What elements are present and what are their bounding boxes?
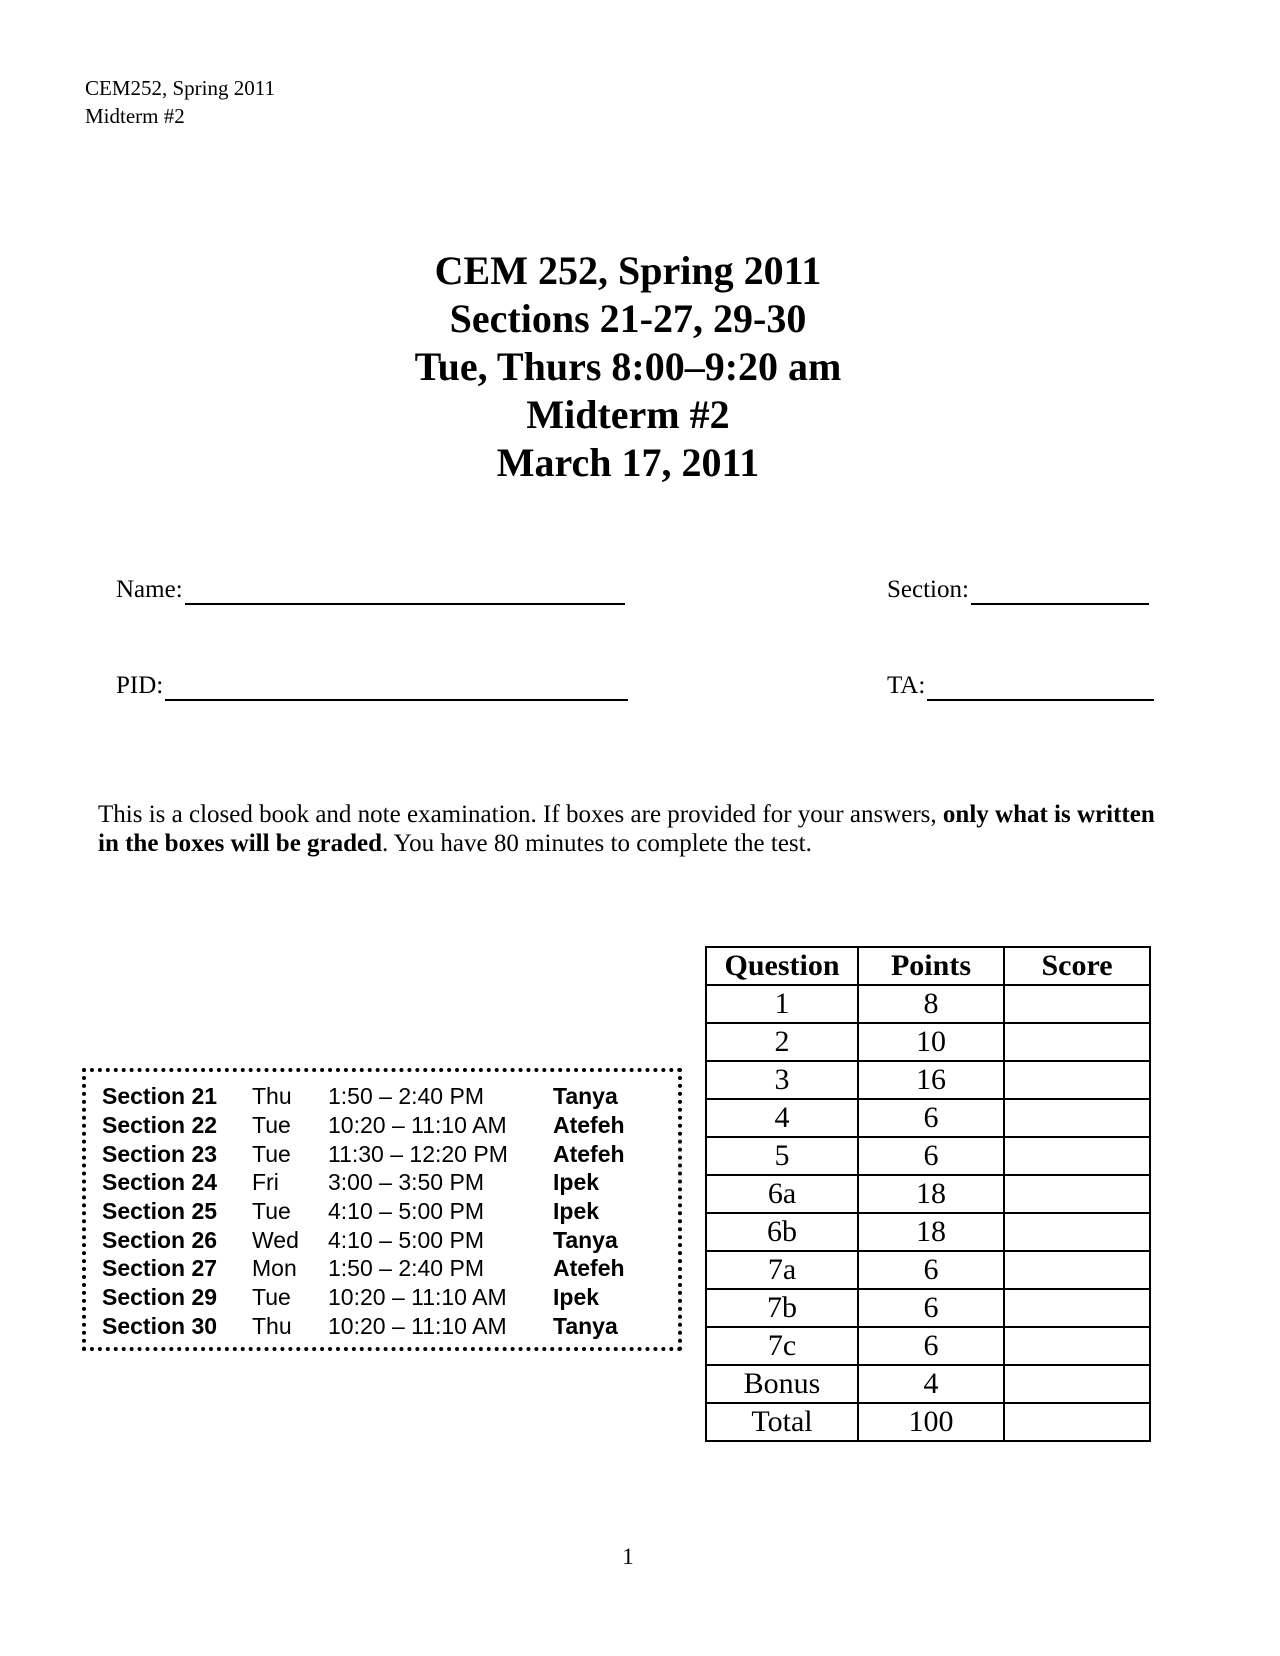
score-row [706, 985, 1150, 1023]
points-cell: 6 [858, 1327, 1004, 1365]
schedule-day: Tue [252, 1140, 291, 1167]
exam-title-block [0, 247, 1256, 487]
section-blank[interactable] [971, 579, 1149, 605]
schedule-row [102, 1283, 625, 1312]
schedule-day: Tue [252, 1284, 291, 1311]
section-label: Section: [887, 576, 969, 603]
header-course: CEM252, Spring 2011 [85, 76, 275, 100]
schedule-day: Wed [252, 1226, 299, 1253]
points-cell: 6 [858, 1137, 1004, 1175]
schedule-day: Mon [252, 1255, 297, 1282]
section-field [887, 575, 1149, 605]
question-cell: Total [706, 1403, 858, 1441]
question-cell: Bonus [706, 1365, 858, 1403]
score-row [706, 1251, 1150, 1289]
question-cell: 7c [706, 1327, 858, 1365]
points-cell: 18 [858, 1213, 1004, 1251]
score-row [706, 1061, 1150, 1099]
score-row [706, 1289, 1150, 1327]
name-blank[interactable] [185, 579, 625, 605]
schedule-row [102, 1254, 625, 1283]
score-row [706, 1023, 1150, 1061]
question-cell: 4 [706, 1099, 858, 1137]
score-cell[interactable] [1004, 1289, 1150, 1327]
schedule-time: 4:10 – 5:00 PM [328, 1198, 484, 1225]
score-row [706, 1327, 1150, 1365]
schedule-time: 10:20 – 11:10 AM [328, 1284, 507, 1311]
score-row [706, 1403, 1150, 1441]
score-table-header [706, 947, 1150, 985]
score-cell[interactable] [1004, 1099, 1150, 1137]
schedule-section: Section 22 [102, 1112, 218, 1139]
score-row [706, 1175, 1150, 1213]
score-cell[interactable] [1004, 1251, 1150, 1289]
title-date: March 17, 2011 [496, 440, 760, 485]
question-cell: 3 [706, 1061, 858, 1099]
schedule-section: Section 21 [102, 1083, 218, 1110]
question-cell: 2 [706, 1023, 858, 1061]
schedule-section: Section 24 [102, 1169, 218, 1196]
ta-label: TA: [887, 672, 926, 699]
score-cell[interactable] [1004, 1327, 1150, 1365]
score-row [706, 1213, 1150, 1251]
schedule-row [102, 1082, 625, 1111]
instructions-text: This is a closed book and note examination. If boxes are provided for your answers, [98, 801, 943, 828]
question-cell: 1 [706, 985, 858, 1023]
header-question: Question [706, 947, 858, 985]
points-cell: 18 [858, 1175, 1004, 1213]
question-cell: 5 [706, 1137, 858, 1175]
schedule-ta: Tanya [553, 1226, 618, 1253]
name-label: Name: [116, 576, 183, 603]
schedule-row [102, 1168, 625, 1197]
points-cell: 4 [858, 1365, 1004, 1403]
schedule-section: Section 26 [102, 1226, 218, 1253]
score-cell[interactable] [1004, 1175, 1150, 1213]
header-points: Points [858, 947, 1004, 985]
schedule-day: Thu [252, 1312, 292, 1339]
score-cell[interactable] [1004, 1365, 1150, 1403]
title-sections: Sections 21-27, 29-30 [449, 296, 807, 341]
schedule-ta: Ipek [553, 1198, 600, 1225]
schedule-section: Section 29 [102, 1284, 218, 1311]
score-cell[interactable] [1004, 1137, 1150, 1175]
schedule-day: Tue [252, 1112, 291, 1139]
running-header [85, 74, 275, 130]
instructions-emphasis: only what is written in the boxes will be graded [98, 801, 1155, 857]
header-score: Score [1004, 947, 1150, 985]
pid-field [116, 671, 628, 701]
question-cell: 7a [706, 1251, 858, 1289]
score-cell[interactable] [1004, 1403, 1150, 1441]
schedule-day: Fri [252, 1169, 279, 1196]
schedule-ta: Ipek [553, 1169, 600, 1196]
schedule-row [102, 1139, 625, 1168]
points-cell: 6 [858, 1251, 1004, 1289]
schedule-section: Section 23 [102, 1140, 218, 1167]
schedule-ta: Atefeh [553, 1140, 625, 1167]
title-exam: Midterm #2 [526, 392, 730, 437]
schedule-time: 11:30 – 12:20 PM [328, 1140, 508, 1167]
schedule-ta: Atefeh [553, 1112, 625, 1139]
schedule-row [102, 1111, 625, 1140]
section-schedule-table [102, 1082, 625, 1340]
points-cell: 8 [858, 985, 1004, 1023]
score-row [706, 1137, 1150, 1175]
schedule-time: 1:50 – 2:40 PM [328, 1083, 484, 1110]
schedule-ta: Tanya [553, 1312, 618, 1339]
score-row [706, 1099, 1150, 1137]
schedule-time: 3:00 – 3:50 PM [328, 1169, 484, 1196]
schedule-day: Thu [252, 1083, 292, 1110]
schedule-time: 4:10 – 5:00 PM [328, 1226, 484, 1253]
instructions [98, 800, 1178, 858]
schedule-row [102, 1312, 625, 1341]
schedule-day: Tue [252, 1198, 291, 1225]
score-table [705, 946, 1151, 1442]
question-cell: 7b [706, 1289, 858, 1327]
points-cell: 10 [858, 1023, 1004, 1061]
section-schedule-box [82, 1068, 682, 1351]
schedule-time: 1:50 – 2:40 PM [328, 1255, 484, 1282]
points-cell: 100 [858, 1403, 1004, 1441]
schedule-time: 10:20 – 11:10 AM [328, 1112, 507, 1139]
question-cell: 6b [706, 1213, 858, 1251]
score-cell[interactable] [1004, 1061, 1150, 1099]
title-course: CEM 252, Spring 2011 [434, 248, 822, 293]
schedule-section: Section 25 [102, 1198, 218, 1225]
ta-field [887, 671, 1154, 701]
schedule-row [102, 1225, 625, 1254]
pid-label: PID: [116, 672, 164, 699]
score-row [706, 1365, 1150, 1403]
points-cell: 6 [858, 1289, 1004, 1327]
question-cell: 6a [706, 1175, 858, 1213]
schedule-ta: Tanya [553, 1083, 618, 1110]
schedule-time: 10:20 – 11:10 AM [328, 1312, 507, 1339]
schedule-ta: Atefeh [553, 1255, 625, 1282]
score-cell[interactable] [1004, 1213, 1150, 1251]
pid-blank[interactable] [165, 675, 628, 701]
schedule-row [102, 1197, 625, 1226]
schedule-section: Section 27 [102, 1255, 218, 1282]
points-cell: 16 [858, 1061, 1004, 1099]
schedule-section: Section 30 [102, 1312, 218, 1339]
instructions-text-end: . You have 80 minutes to complete the test. [382, 830, 812, 857]
page-number: 1 [622, 1544, 634, 1569]
ta-blank[interactable] [927, 675, 1154, 701]
header-exam: Midterm #2 [85, 104, 185, 128]
points-cell: 6 [858, 1099, 1004, 1137]
name-field [116, 575, 625, 605]
score-cell[interactable] [1004, 985, 1150, 1023]
schedule-ta: Ipek [553, 1284, 600, 1311]
title-schedule: Tue, Thurs 8:00–9:20 am [414, 344, 842, 389]
score-cell[interactable] [1004, 1023, 1150, 1061]
